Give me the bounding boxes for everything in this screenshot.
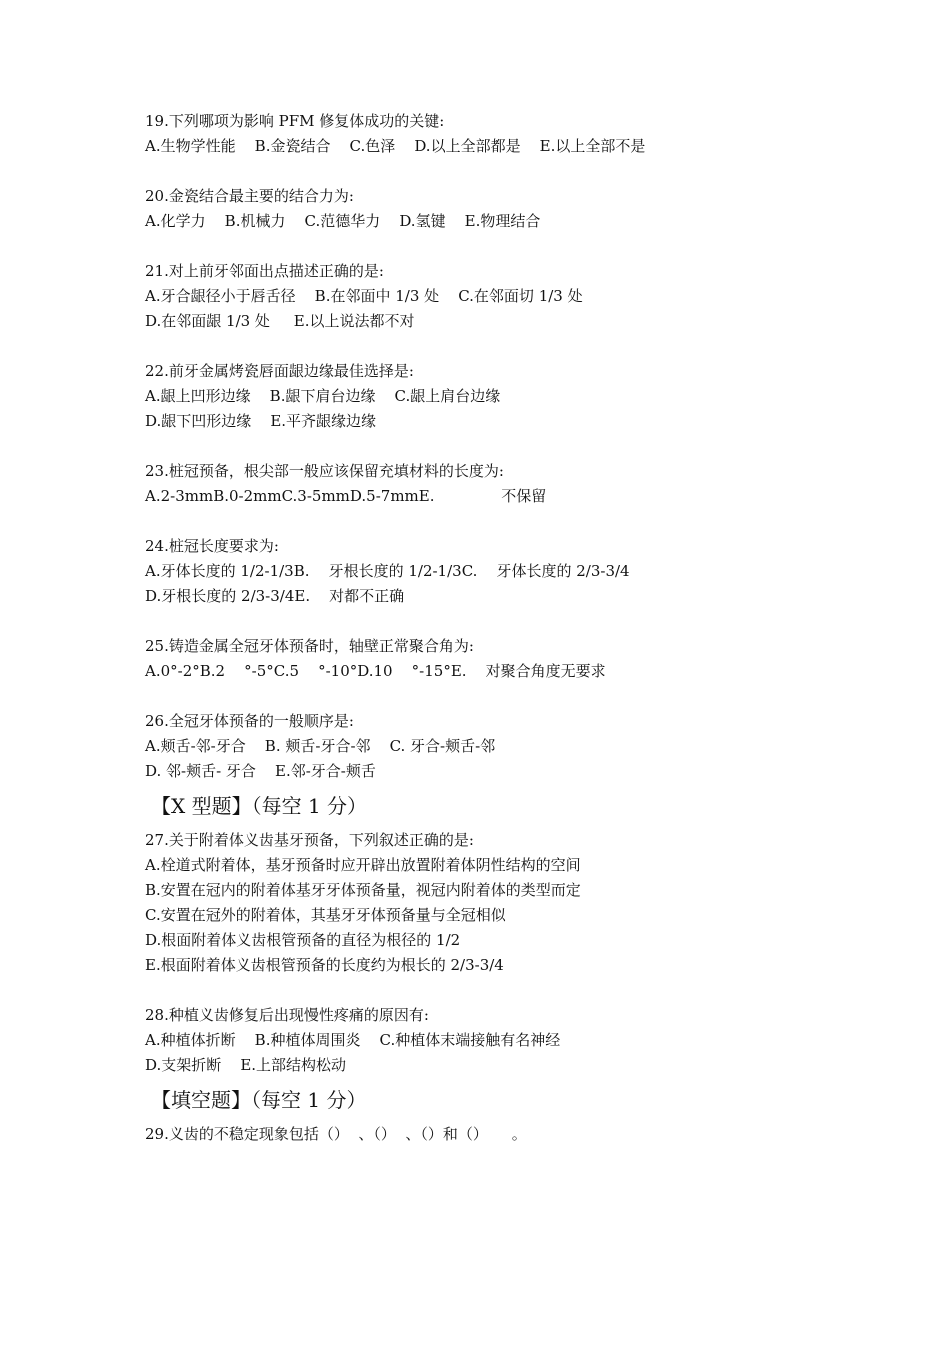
question-options: A.化学力 B.机械力 C.范德华力 D.氢键 E.物理结合 [145, 212, 541, 230]
question-stem: 21.对上前牙邻面出点描述正确的是: [145, 262, 384, 280]
question-stem: 27.关于附着体义齿基牙预备，下列叙述正确的是: [145, 831, 474, 849]
question-25 [145, 634, 845, 684]
question-20 [145, 184, 845, 234]
question-24 [145, 534, 845, 609]
question-23 [145, 459, 845, 509]
section-heading-x-type: 【X 型题】（每空 1 分） [151, 794, 368, 818]
question-stem: 20.金瓷结合最主要的结合力为: [145, 187, 354, 205]
question-stem: 28.种植义齿修复后出现慢性疼痛的原因有: [145, 1006, 429, 1024]
question-stem: 19.下列哪项为影响 PFM 修复体成功的关键: [145, 112, 445, 130]
question-options: D.龈下凹形边缘 E.平齐龈缘边缘 [145, 412, 377, 430]
question-options: D.根面附着体义齿根管预备的直径为根径的 1/2 [145, 931, 461, 949]
question-options: A.龈上凹形边缘 B.龈下肩台边缘 C.龈上肩台边缘 [145, 387, 501, 405]
question-stem: 23.桩冠预备，根尖部一般应该保留充填材料的长度为: [145, 462, 504, 480]
question-options: A.生物学性能 B.金瓷结合 C.色泽 D.以上全部都是 E.以上全部不是 [145, 137, 646, 155]
question-19 [145, 109, 845, 159]
question-options: A.种植体折断 B.种植体周围炎 C.种植体末端接触有名神经 [145, 1031, 561, 1049]
question-options: A.牙合龈径小于唇舌径 B.在邻面中 1/3 处 C.在邻面切 1/3 处 [145, 287, 583, 305]
question-options: C.安置在冠外的附着体，其基牙牙体预备量与全冠相似 [145, 906, 506, 924]
question-27 [145, 828, 845, 978]
question-options: D.支架折断 E.上部结构松动 [145, 1056, 347, 1074]
question-29 [145, 1122, 845, 1147]
question-stem: 29.义齿的不稳定现象包括（） 、（） 、（）和（） 。 [145, 1125, 527, 1143]
question-options: B.安置在冠内的附着体基牙牙体预备量，视冠内附着体的类型而定 [145, 881, 581, 899]
exam-content [145, 109, 845, 1147]
question-stem: 22.前牙金属烤瓷唇面龈边缘最佳选择是: [145, 362, 414, 380]
question-21 [145, 259, 845, 334]
question-options: A.栓道式附着体，基牙预备时应开辟出放置附着体阴性结构的空间 [145, 856, 581, 874]
question-options: A.2-3mmB.0-2mmC.3-5mmD.5-7mmE. 不保留 [145, 487, 547, 505]
question-options: A.牙体长度的 1/2-1/3B. 牙根长度的 1/2-1/3C. 牙体长度的 2/3-3/4 [145, 562, 630, 580]
question-stem: 24.桩冠长度要求为: [145, 537, 279, 555]
question-stem: 26.全冠牙体预备的一般顺序是: [145, 712, 354, 730]
question-options: D.在邻面龈 1/3 处 E.以上说法都不对 [145, 312, 415, 330]
question-options: A.颊舌-邻-牙合 B. 颊舌-牙合-邻 C. 牙合-颊舌-邻 [145, 737, 496, 755]
question-22 [145, 359, 845, 434]
question-options: A.0°-2°B.2 °-5°C.5 °-10°D.10 °-15°E. 对聚合角度无要求 [145, 662, 606, 680]
question-28 [145, 1003, 845, 1078]
question-options: D.牙根长度的 2/3-3/4E. 对都不正确 [145, 587, 405, 605]
question-stem: 25.铸造金属全冠牙体预备时，轴壁正常聚合角为: [145, 637, 474, 655]
section-heading-fill-in: 【填空题】（每空 1 分） [151, 1088, 367, 1112]
question-options: D. 邻-颊舌- 牙合 E.邻-牙合-颊舌 [145, 762, 376, 780]
question-options: E.根面附着体义齿根管预备的长度约为根长的 2/3-3/4 [145, 956, 504, 974]
question-26 [145, 709, 845, 784]
